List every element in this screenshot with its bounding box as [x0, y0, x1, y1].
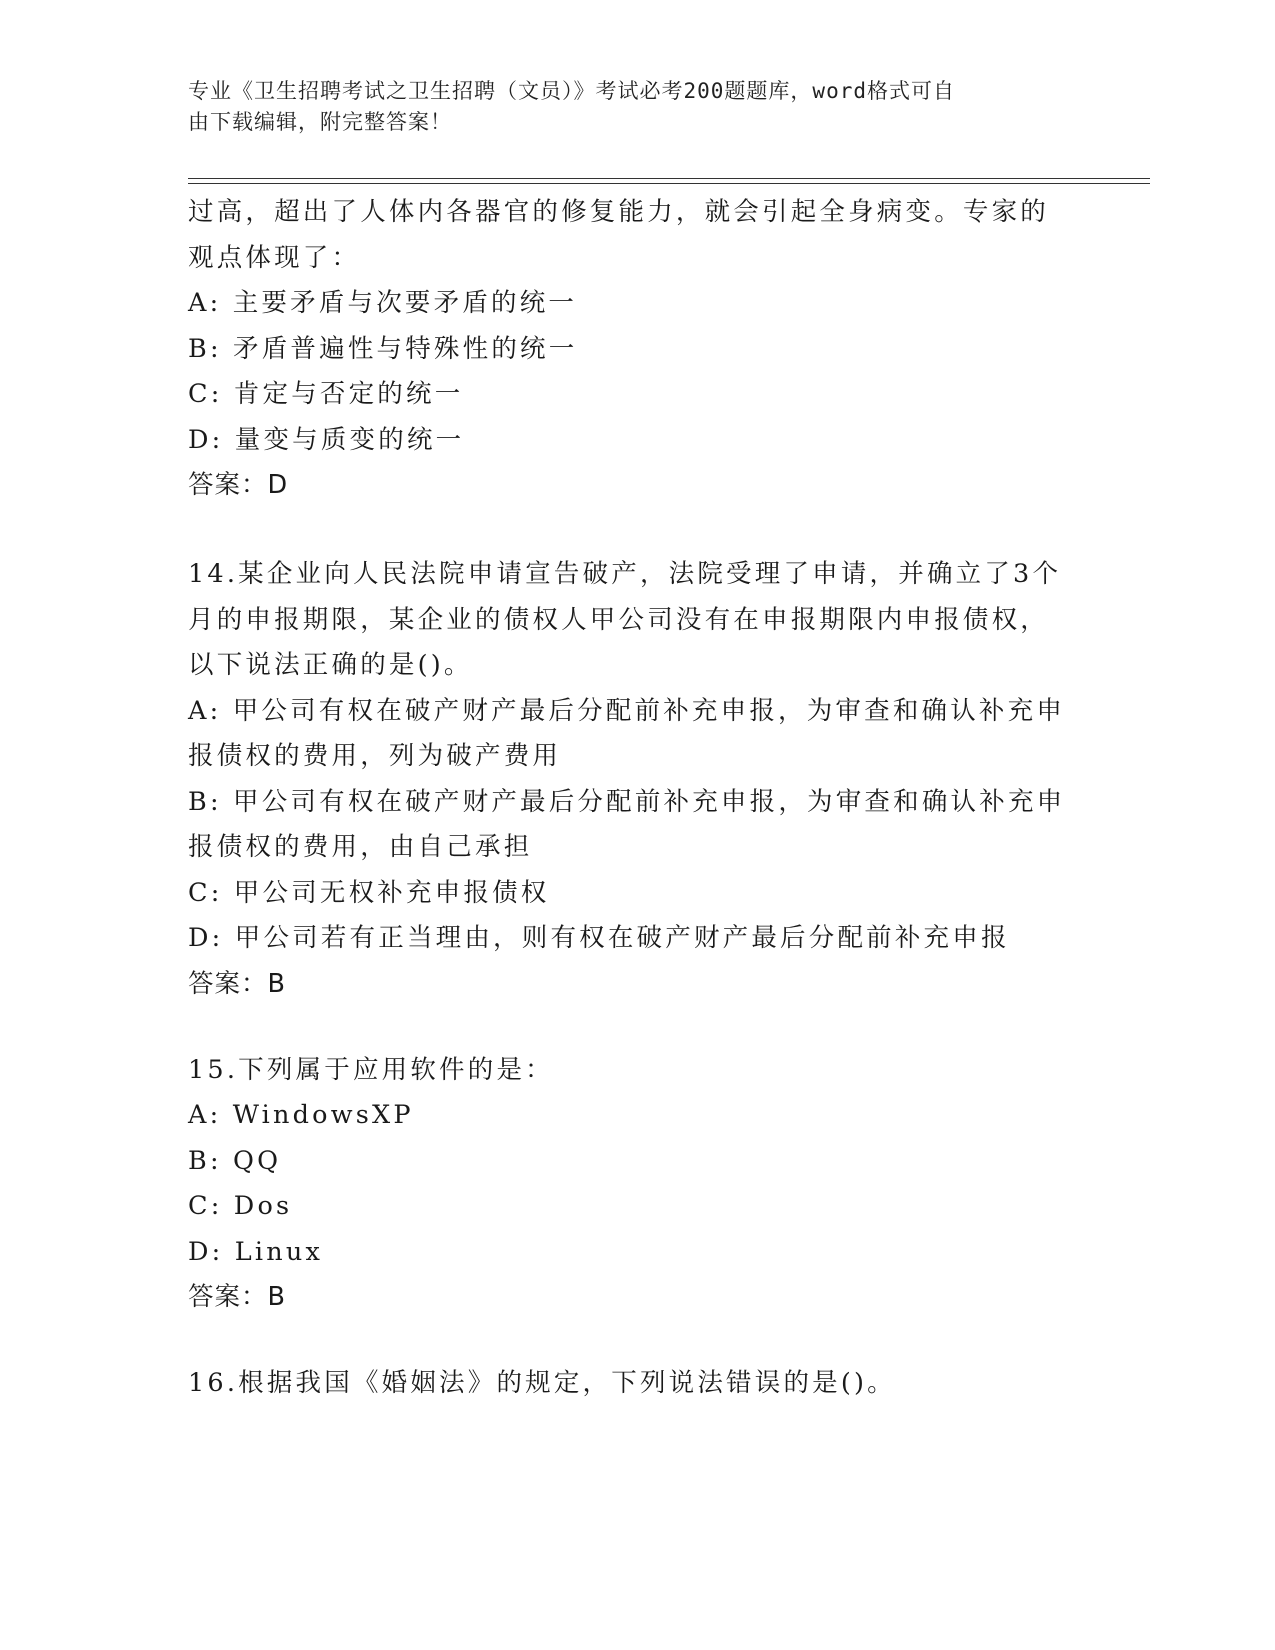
option-c: C: 肯定与否定的统一 [188, 379, 464, 409]
question-stem-line: 15.下列属于应用软件的是： [188, 1054, 554, 1085]
option-b: B: 甲公司有权在破产财产最后分配前补充申报，为审查和确认补充申 [188, 786, 1066, 817]
option-a: A: 主要矛盾与次要矛盾的统一 [188, 288, 578, 318]
spacer [188, 1319, 1088, 1361]
option-d: D: Linux [188, 1236, 324, 1267]
question-stem-line: 过高，超出了人体内各器官的修复能力，就会引起全身病变。专家的 [188, 197, 1050, 227]
question-stem-line: 14.某企业向人民法院申请宣告破产，法院受理了申请，并确立了3个 [188, 559, 1062, 589]
header-divider-top [188, 178, 1150, 179]
option-b: B: QQ [188, 1145, 282, 1176]
header-line-2: 由下载编辑，附完整答案！ [188, 110, 452, 134]
answer-label: 答案：B [188, 968, 286, 999]
option-d: D: 甲公司若有正当理由，则有权在破产财产最后分配前补充申报 [188, 923, 1010, 953]
question-stem-line: 以下说法正确的是()。 [188, 650, 473, 680]
option-c: C: Dos [188, 1191, 293, 1221]
option-b-continued: 报债权的费用，由自己承担 [188, 832, 533, 862]
question-stem-line: 月的申报期限，某企业的债权人甲公司没有在申报期限内申报债权， [188, 604, 1050, 635]
header-line-1: 专业《卫生招聘考试之卫生招聘（文员）》考试必考200题题库，word格式可自 [188, 79, 955, 103]
header-divider-bottom [188, 183, 1150, 184]
page-header [188, 76, 1088, 138]
option-a: A: 甲公司有权在破产财产最后分配前补充申报，为审查和确认补充申 [188, 695, 1066, 726]
option-d: D: 量变与质变的统一 [188, 424, 465, 455]
answer-label: 答案：B [188, 1282, 286, 1312]
spacer [188, 507, 1088, 552]
option-a-continued: 报债权的费用，列为破产费用 [188, 741, 562, 771]
question-14 [188, 552, 1088, 1006]
answer-label: 答案：D [188, 470, 289, 500]
option-b: B: 矛盾普遍性与特殊性的统一 [188, 333, 578, 364]
question-15 [188, 1048, 1088, 1320]
question-16 [188, 1361, 1088, 1407]
question-13 [188, 190, 1088, 507]
spacer [188, 1006, 1088, 1048]
question-stem-line: 观点体现了： [188, 242, 361, 273]
option-c: C: 甲公司无权补充申报债权 [188, 877, 550, 908]
question-list [188, 190, 1088, 1407]
question-stem-line: 16.根据我国《婚姻法》的规定，下列说法错误的是()。 [188, 1368, 896, 1398]
option-a: A: WindowsXP [188, 1100, 414, 1130]
